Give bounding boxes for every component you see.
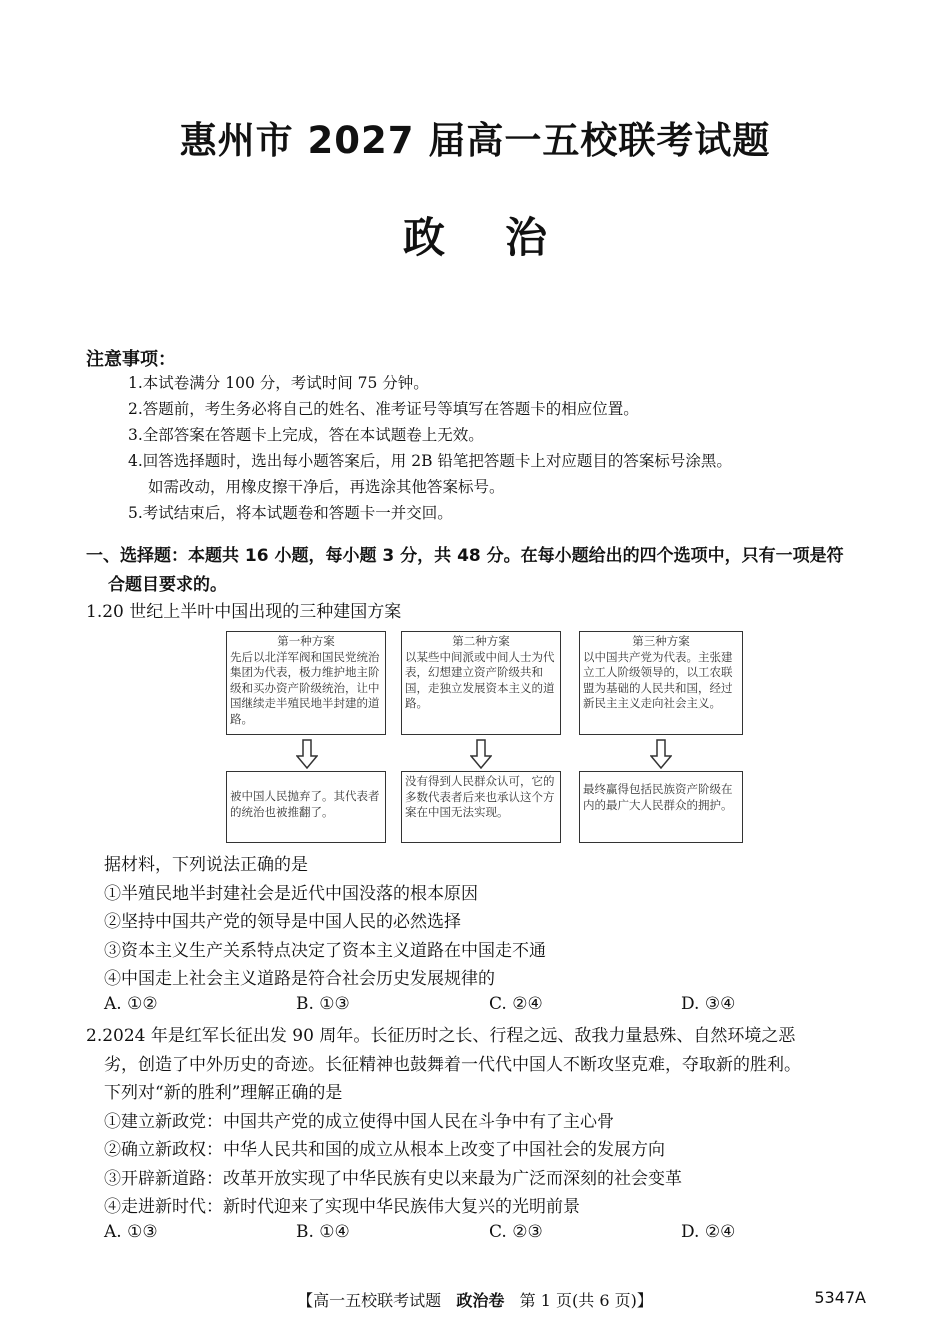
notice-item: 3.全部答案在答题卡上完成，答在本试题卷上无效。 — [128, 426, 484, 444]
plan-1-heading: 第一种方案 — [277, 634, 335, 648]
subject-title: 政治 — [402, 213, 607, 262]
notice-item: 5.考试结束后，将本试题卷和答题卡一并交回。 — [128, 504, 453, 522]
q1-option-c: C. ②④ — [489, 994, 543, 1014]
down-arrow-icon — [296, 739, 318, 769]
plan-1-result: 被中国人民抛弃了。其代表者的统治也被推翻了。 — [230, 789, 380, 819]
plan-1-result-box — [226, 771, 386, 843]
plan-3-heading: 第三种方案 — [632, 634, 690, 648]
q2-statement: ②确立新政权：中华人民共和国的成立从根本上改变了中国社会的发展方向 — [104, 1140, 665, 1160]
q1-option-b: B. ①③ — [296, 994, 350, 1014]
q1-statement: ③资本主义生产关系特点决定了资本主义道路在中国走不通 — [104, 941, 546, 961]
q1-option-a: A. ①② — [104, 994, 158, 1014]
plan-1-box — [226, 631, 386, 735]
plan-3-text: 以中国共产党为代表。主张建立工人阶级领导的，以工农联盟为基础的人民共和国，经过新民主主义走向社会主义。 — [583, 649, 733, 710]
q1-statement: ②坚持中国共产党的领导是中国人民的必然选择 — [104, 912, 461, 932]
section-heading-line: 合题目要求的。 — [108, 575, 227, 595]
q2-statement: ①建立新政党：中国共产党的成立使得中国人民在斗争中有了主心骨 — [104, 1112, 614, 1132]
footer-info — [0, 1288, 950, 1311]
q1-options — [104, 994, 874, 1022]
footer-code: 5347A — [814, 1288, 866, 1307]
footer-paper: 政治卷 — [456, 1291, 505, 1310]
q2-options — [104, 1222, 874, 1250]
down-arrow-icon — [650, 739, 672, 769]
down-arrow-icon — [470, 739, 492, 769]
plan-3-result: 最终赢得包括民族资产阶级在内的最广大人民群众的拥护。 — [583, 782, 733, 812]
q2-statement: ④走进新时代：新时代迎来了实现中华民族伟大复兴的光明前景 — [104, 1197, 580, 1217]
page-title: 惠州市 2027 届高一五校联考试题 — [179, 119, 771, 162]
q1-lead: 据材料，下列说法正确的是 — [104, 855, 308, 875]
notice-item: 1.本试卷满分 100 分，考试时间 75 分钟。 — [128, 374, 429, 392]
plan-3-box — [579, 631, 743, 735]
q2-option-b: B. ①④ — [296, 1222, 350, 1242]
notice-item: 4.回答选择题时，选出每小题答案后，用 2B 铅笔把答题卡上对应题目的答案标号涂黑。 — [128, 452, 732, 470]
q2-stem-line: 劣，创造了中外历史的奇迹。长征精神也鼓舞着一代代中国人不断攻坚克难，夺取新的胜利。 — [104, 1055, 801, 1075]
plan-2-result-box — [401, 771, 561, 843]
plan-2-result: 没有得到人民群众认可，它的多数代表者后来也承认这个方案在中国无法实现。 — [405, 774, 555, 819]
q2-option-a: A. ①③ — [104, 1222, 158, 1242]
footer-page-number: 第 1 页(共 6 页)】 — [519, 1291, 653, 1310]
plan-2-text: 以某些中间派或中间人士为代表，幻想建立资产阶级共和国，走独立发展资本主义的道路。 — [405, 649, 555, 710]
footer-exam: 【高一五校联考试题 — [297, 1291, 442, 1310]
q1-statement: ①半殖民地半封建社会是近代中国没落的根本原因 — [104, 884, 478, 904]
q2-option-d: D. ②④ — [681, 1222, 736, 1242]
q2-stem: 2.2024 年是红军长征出发 90 周年。长征历时之长、行程之远、敌我力量悬殊、自然环境之恶 — [86, 1026, 796, 1046]
q1-diagram — [222, 627, 744, 847]
plan-1-text: 先后以北洋军阀和国民党统治集团为代表，极力维护地主阶级和买办资产阶级统治，让中国继续走半殖民地半封建的道路。 — [230, 649, 380, 726]
section-heading-line: 一、选择题：本题共 16 小题，每小题 3 分，共 48 分。在每小题给出的四个选项中，只有一项是符 — [86, 546, 844, 566]
q2-option-c: C. ②③ — [489, 1222, 543, 1242]
notice-item: 2.答题前，考生务必将自己的姓名、准考证号等填写在答题卡的相应位置。 — [128, 400, 639, 418]
section-heading — [86, 542, 886, 600]
q1-stem: 1.20 世纪上半叶中国出现的三种建国方案 — [86, 602, 402, 622]
q1-option-d: D. ③④ — [681, 994, 736, 1014]
notice-heading: 注意事项： — [86, 349, 176, 370]
q2-statement: ③开辟新道路：改革开放实现了中华民族有史以来最为广泛而深刻的社会变革 — [104, 1169, 682, 1189]
plan-2-box — [401, 631, 561, 735]
plan-2-heading: 第二种方案 — [452, 634, 510, 648]
q1-statement: ④中国走上社会主义道路是符合社会历史发展规律的 — [104, 969, 495, 989]
notice-item-continued: 如需改动，用橡皮擦干净后，再选涂其他答案标号。 — [148, 478, 505, 496]
plan-3-result-box — [579, 771, 743, 843]
q2-stem-line: 下列对“新的胜利”理解正确的是 — [104, 1083, 343, 1103]
notice-list — [128, 370, 888, 526]
